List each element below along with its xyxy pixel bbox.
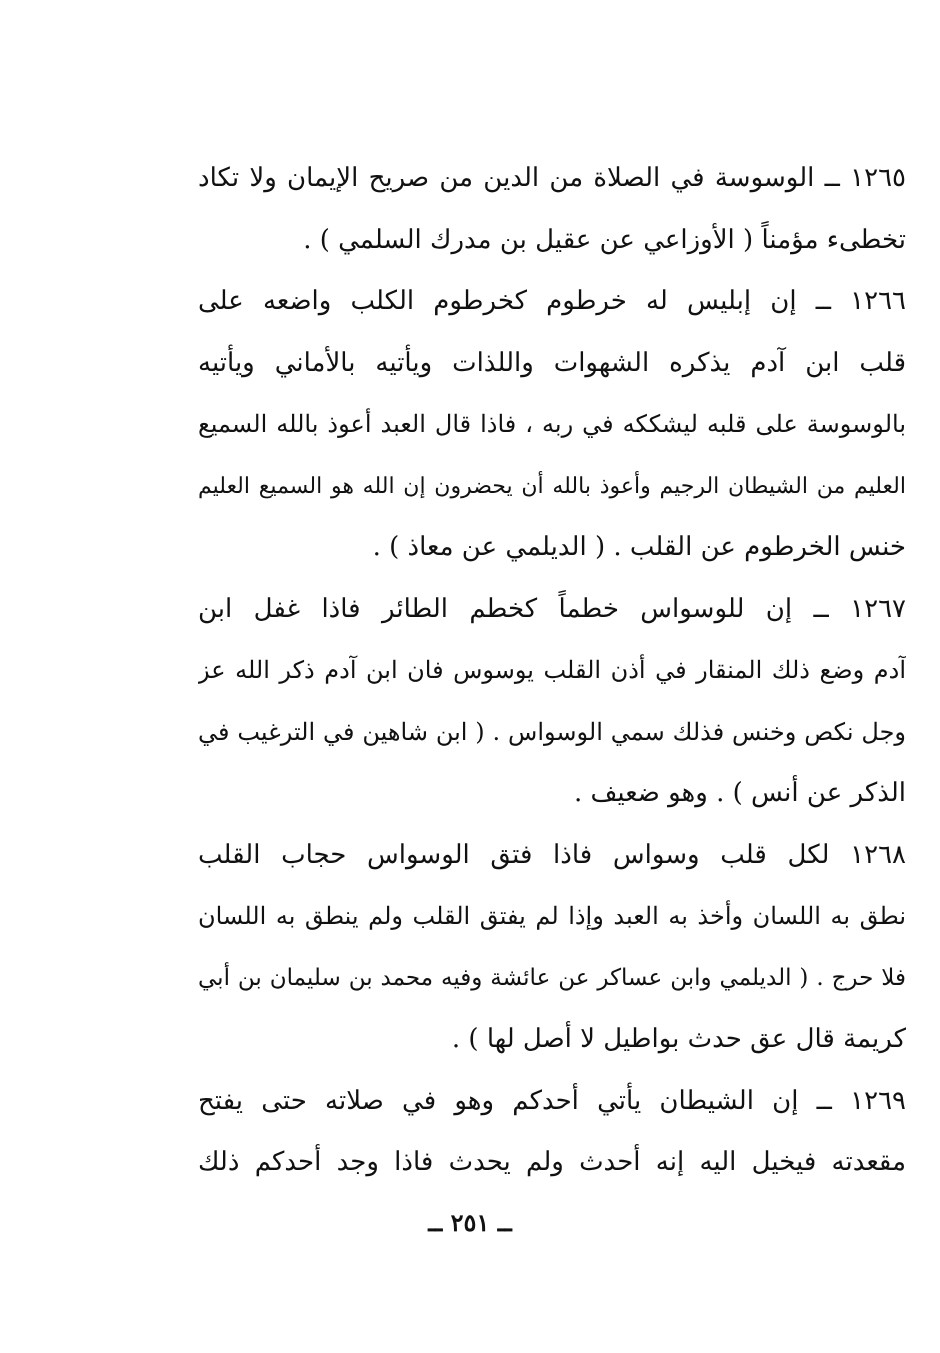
- text-line: آدم وضع ذلك المنقار في أذن القلب يوسوس فان ابن آدم ذكر الله عز: [198, 656, 906, 684]
- text-line: كريمة قال عق حدث بواطيل لا أصل لها ) .: [451, 1024, 906, 1054]
- text-line: ١٢٦٦ ــ إن إبليس له خرطوم كخرطوم الكلب واضعه على: [198, 286, 906, 316]
- text-line: ١٢٦٧ ــ إن للوسواس خطماً كخطم الطائر فاذا غفل ابن: [198, 593, 906, 624]
- text-line: ١٢٦٥ ــ الوسوسة في الصلاة من الدين من صريح الإيمان ولا تكاد: [198, 163, 906, 193]
- text-line: وجل نكص وخنس فذلك سمي الوسواس . ( ابن شاهين في الترغيب في: [198, 717, 906, 746]
- page-number: ــ ٢٥١ ــ: [428, 1208, 512, 1237]
- text-line: نطق به اللسان وأخذ به العبد وإذا لم يفتق القلب ولم ينطق به اللسان: [198, 902, 906, 930]
- text-line: خنس الخرطوم عن القلب . ( الديلمي عن معاذ ) .: [372, 532, 906, 562]
- text-line: قلب ابن آدم يذكره الشهوات واللذات ويأتيه بالأماني ويأتيه: [198, 347, 906, 378]
- text-line: الذكر عن أنس ) . وهو ضعيف .: [573, 778, 906, 808]
- arabic-text-body: [198, 148, 906, 1194]
- text-line: ١٢٦٩ ــ إن الشيطان يأتي أحدكم وهو في صلاته حتى يفتح: [198, 1085, 906, 1116]
- text-line: العليم من الشيطان الرجيم وأعوذ بالله أن يحضرون إن الله هو السميع العليم: [198, 473, 906, 499]
- text-line: تخطىء مؤمناً ( الأوزاعي عن عقيل بن مدرك السلمي ) .: [303, 224, 906, 255]
- text-line: فلا حرج . ( الديلمي وابن عساكر عن عائشة وفيه محمد بن سليمان بن أبي: [198, 964, 906, 991]
- text-line: بالوسوسة على قلبه ليشككه في ربه ، فاذا قال العبد أعوذ بالله السميع: [198, 410, 906, 438]
- text-line: ١٢٦٨ لكل قلب وسواس فاذا فتق الوسواس حجاب القلب: [198, 839, 906, 870]
- text-line: مقعدته فيخيل اليه إنه أحدث ولم يحدث فاذا وجد أحدكم ذلك: [198, 1147, 906, 1177]
